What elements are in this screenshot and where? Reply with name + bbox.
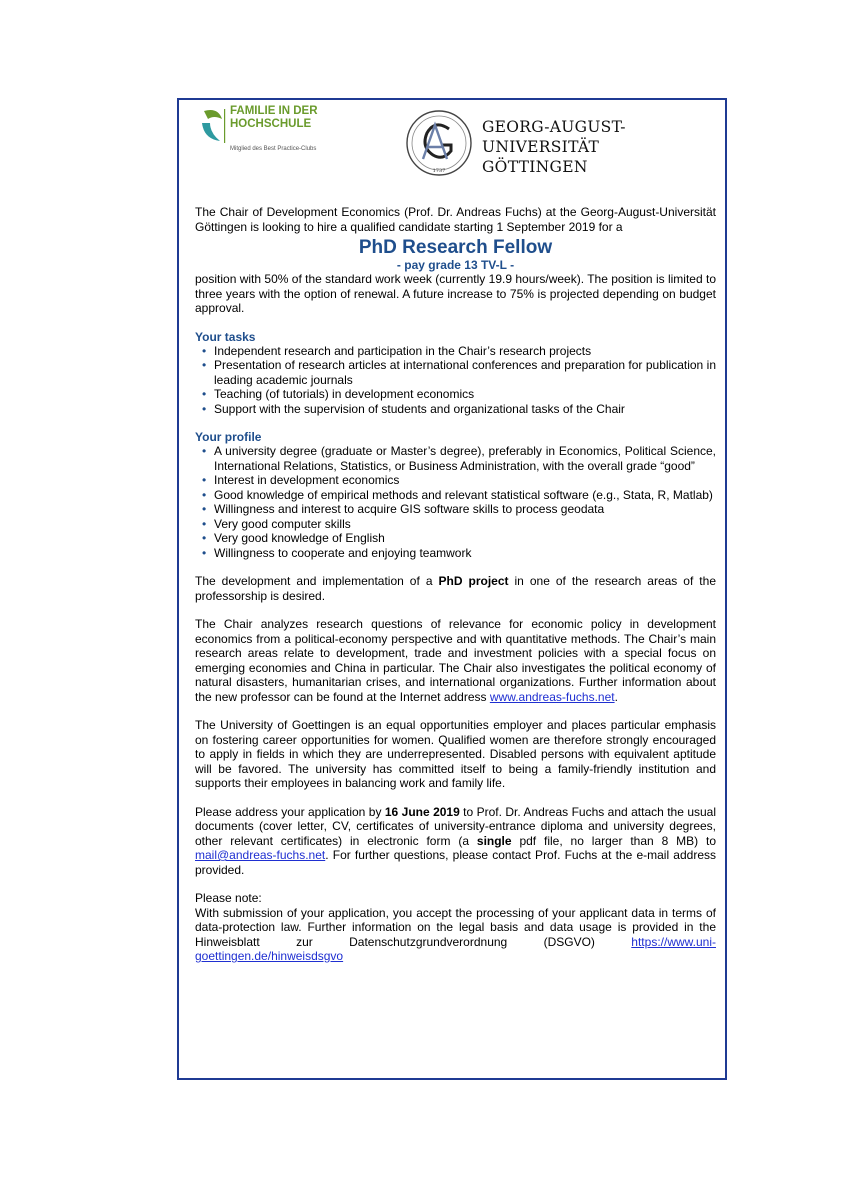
profile-item: • A university degree (graduate or Master’s degree), preferably in Economics, Political Science, International Relations, Statistics, or Business Administration, with the overall grade “good” [195, 444, 716, 473]
application-text-1: Please address your application by [195, 804, 385, 819]
family-leaf-icon [200, 105, 226, 145]
profile-list [195, 444, 716, 560]
seal-year: 1737 [432, 168, 446, 174]
tasks-heading: Your tasks [195, 329, 256, 344]
profile-item: • Good knowledge of empirical methods and relevant statistical software (e.g., Stata, R, Matlab) [195, 488, 716, 503]
family-logo-subtitle: Mitglied des Best Practice-Clubs [230, 146, 317, 152]
professor-website-link[interactable]: www.andreas-fuchs.net [489, 689, 615, 704]
familie-hochschule-logo [200, 103, 380, 163]
profile-item: • Very good knowledge of English [195, 531, 716, 546]
application-text-2: to Prof. Dr. Andreas Fuchs and attach the usual documents (cover letter, CV, certificates of university-entrance diploma and university degrees, other relevant certificates) in electronic form (a [195, 804, 717, 848]
pay-grade-subtitle: - pay grade 13 TV-L - [396, 258, 515, 272]
position-title: PhD Research Fellow [358, 237, 553, 258]
intro-paragraph: The Chair of Development Economics (Prof. Dr. Andreas Fuchs) at the Georg-August-Universität Göttingen is looking to hire a qualified candidate starting 1 September 2019 for a [195, 205, 716, 234]
job-posting-content [195, 205, 716, 964]
phd-project-text-before: The development and implementation of a [195, 574, 439, 588]
header-logos [200, 103, 715, 185]
tasks-list [195, 344, 716, 417]
profile-item: • Willingness to cooperate and enjoying teamwork [195, 546, 716, 561]
university-logo [405, 109, 715, 185]
task-item: • Presentation of research articles at international conferences and preparation for publication in leading academic journals [195, 358, 716, 387]
university-name-line2: GÖTTINGEN [482, 158, 588, 176]
application-single-bold: single [476, 833, 512, 848]
profile-item: • Interest in development economics [195, 473, 716, 488]
university-seal-icon [405, 109, 473, 177]
position-paragraph: position with 50% of the standard work week (currently 19.9 hours/week). The position is limited to three years with the option of renewal. A future increase to 75% is projected depending on budget approval. [195, 272, 716, 315]
task-item: • Teaching (of tutorials) in development economics [195, 387, 716, 402]
task-item: • Support with the supervision of students and organizational tasks of the Chair [195, 402, 716, 417]
profile-item: • Very good computer skills [195, 517, 716, 532]
note-text: With submission of your application, you accept the processing of your applicant data in terms of data-protection law. Further information on the legal basis and data usage is provided in the Hinweisblatt zur Datenschutzgrundverordnung (DSGVO) [195, 905, 716, 949]
application-deadline: 16 June 2019 [384, 804, 460, 819]
application-paragraph [195, 805, 716, 878]
chair-research-text: The Chair analyzes research questions of relevance for economic policy in development economics from a political-economy perspective and with quantitative methods. The Chair’s main research areas relate to development, trade and investment policies with a special focus on emerging economies and China in particular. The Chair also investigates the political economy of natural disasters, humanitarian crises, and international organizations. Further information about the new professor can be found at the Internet address [195, 617, 716, 704]
university-name-line1: GEORG-AUGUST-UNIVERSITÄT [482, 118, 626, 156]
profile-item: • Willingness and interest to acquire GIS software skills to process geodata [195, 502, 716, 517]
application-text-3: pdf file, no larger than 8 MB) to [511, 833, 716, 848]
phd-project-paragraph [195, 574, 716, 603]
note-heading: Please note: [195, 891, 262, 905]
note-paragraph [195, 906, 716, 964]
family-logo-line2: HOCHSCHULE [230, 118, 312, 130]
application-email-link[interactable]: mail@andreas-fuchs.net [195, 848, 326, 862]
family-logo-line1: FAMILIE IN DER [230, 105, 318, 117]
equal-opportunity-paragraph: The University of Goettingen is an equal opportunities employer and places particular emphasis on fostering career opportunities for women. Qualified women are therefore strongly encouraged to apply in fields in which they are underrepresented. Disabled persons with equivalent aptitude will be favored. The university has committed itself to being a family-friendly institution and supports their employees in balancing work and family life. [195, 718, 716, 790]
profile-heading: Your profile [195, 430, 262, 444]
chair-research-paragraph [195, 617, 716, 704]
dsgvo-link[interactable]: https://www.uni-goettingen.de/hinweisdsgvo [195, 934, 716, 963]
application-text-4: . For further questions, please contact Prof. Fuchs at the e-mail address provided. [195, 848, 716, 877]
phd-project-text-after: in one of the research areas of the professorship is desired. [195, 574, 716, 603]
chair-research-end: . [614, 689, 618, 704]
phd-project-bold: PhD project [438, 574, 509, 588]
task-item: • Independent research and participation in the Chair’s research projects [195, 344, 716, 359]
